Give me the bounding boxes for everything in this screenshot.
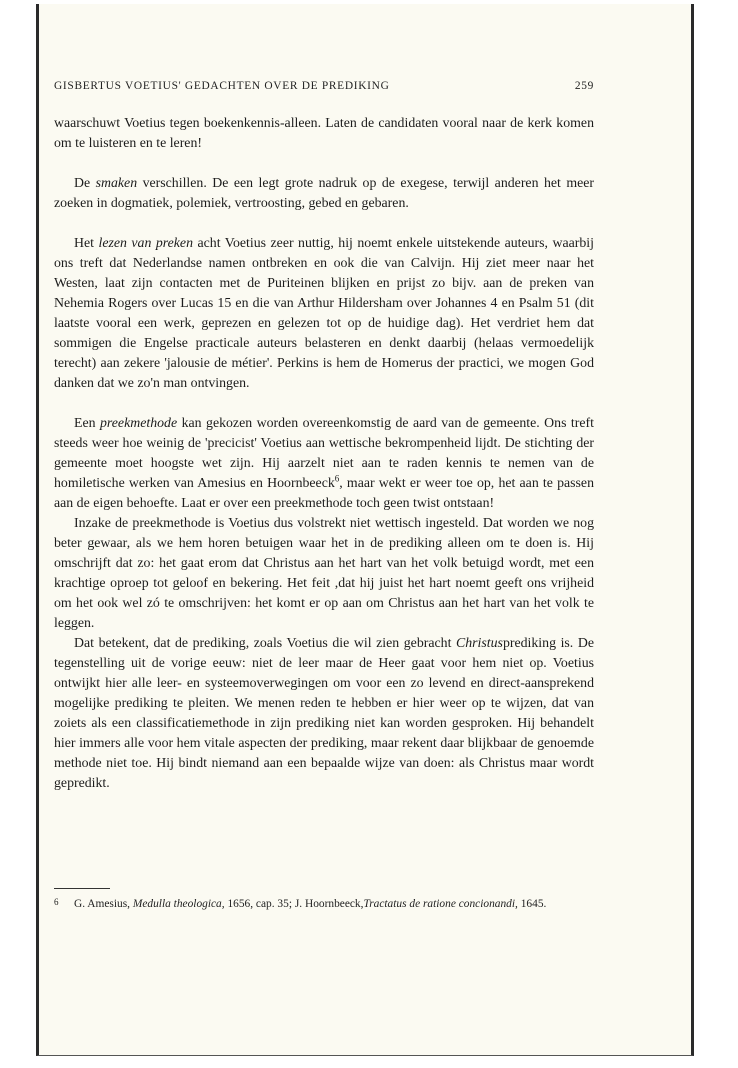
italic-text: smaken bbox=[95, 175, 138, 190]
text-run: waarschuwt Voetius tegen boekenkennis-alleen. Laten de candidaten vooral naar de kerk komen om te luisteren en te leren! bbox=[54, 115, 594, 150]
paragraph bbox=[54, 233, 594, 393]
footnote-number: 6 bbox=[54, 897, 59, 907]
text-run: Een bbox=[74, 415, 100, 430]
italic-text: preekmethode bbox=[99, 415, 178, 430]
text-run: kan gekozen worden overeenkomstig de aard van de gemeente. Ons treft steeds weer hoe weinig de 'precicist' Voetius aan wettische bekrompenheid lijdt. De stichting der gemeente moet hoogste wet zijn. Hij aarzelt niet aan te raden kennis te nemen van de homiletische werken van Amesius en Hoornbeeck bbox=[54, 415, 594, 490]
text-run: Het bbox=[74, 235, 99, 250]
text-run: prediking is. De tegenstelling uit de vorige eeuw: niet de leer maar de Heer gaat voor hem niet op. Voetius ontwijkt hier alle leer- en systeemoverwegingen om voor een zo levend en direct-aansprekend mogelijke prediking te pleiten. We menen reden te hebben er hier weer op te wijzen, dat van zoiets als een classificatiemethode in zijn prediking niet kan worden gesproken. Hij behandelt hier immers alle voor hem vitale aspecten der prediking, maar rekent daar blijkbaar de genoemde methode niet toe. Hij bindt niemand aan een bepaalde wijze van doen: als Christus maar wordt gepredikt. bbox=[54, 635, 594, 790]
italic-text: lezen van preken bbox=[98, 235, 194, 250]
text-run: verschillen. De een legt grote nadruk op de exegese, terwijl anderen het meer zoeken in dogmatiek, polemiek, vertroosting, gebed en gebaren. bbox=[54, 175, 594, 210]
text-run: acht Voetius zeer nuttig, hij noemt enkele uitstekende auteurs, waarbij ons treft dat Nederlandse namen ontbreken en ook die van Calvijn. Hij ziet meer naar het Westen, laat zijn contacten met de Puriteinen blijken en prijst zo bijv. aan de preken van Nehemia Rogers over Lucas 15 en die van Arthur Hildersham over Johannes 4 en Psalm 51 (dit laatste vooral een werk, geprezen en gelezen tot op de huidige dag). Het verdriet hem dat sommigen die Engelse practicale auteurs belasteren en denkt daarbij (helaas vermoedelijk terecht) aan zekere 'jalousie de métier'. Perkins is hem de Homerus der practici, we mogen God danken dat we zo'n man ontvingen. bbox=[54, 235, 595, 390]
paragraph bbox=[54, 513, 594, 633]
text-run: Inzake de preekmethode is Voetius dus volstrekt niet wettisch ingesteld. Dat worden we nog beter gewaar, als we hem horen betuigen waar het in de prediking alleen om te doen is. Hij omschrijft dat zo: het gaat erom dat Christus aan het hart van het volk betuigd wordt, met een krachtige oproep tot geloof en bekering. Het feit ,dat hij juist het hart noemt geeft ons vrijheid om het ook wel zó te omschrijven: het komt er op aan om Christus aan het hart van het volk te leggen. bbox=[54, 515, 594, 630]
body-text bbox=[54, 113, 594, 793]
paragraph bbox=[54, 113, 594, 153]
footnote-divider bbox=[54, 888, 110, 889]
text-run: Dat betekent, dat de prediking, zoals Voetius die wil zien gebracht bbox=[74, 635, 456, 650]
running-head bbox=[54, 80, 594, 92]
italic-text: Medulla theologica, bbox=[132, 898, 225, 910]
text-run: 1645. bbox=[517, 898, 547, 910]
page-number: 259 bbox=[574, 80, 594, 92]
paragraph bbox=[54, 173, 594, 213]
text-run: 1656, cap. 35; J. Hoornbeeck, bbox=[224, 898, 364, 910]
paragraph bbox=[54, 413, 594, 513]
text-run: , maar wekt er weer toe op, het aan te passen aan de eigen behoefte. Laat er over een preekmethode toch geen twist ontstaan! bbox=[54, 475, 594, 510]
footnotes bbox=[54, 894, 594, 912]
running-title: GISBERTUS VOETIUS' GEDACHTEN OVER DE PREDIKING bbox=[54, 80, 390, 92]
text-run: De bbox=[74, 175, 96, 190]
italic-text: Tractatus de ratione concionandi, bbox=[363, 898, 518, 910]
footnote bbox=[54, 894, 594, 912]
paragraph bbox=[54, 633, 594, 793]
italic-text: Christus bbox=[456, 635, 503, 650]
text-run: G. Amesius, bbox=[74, 898, 133, 910]
footnote-reference: 6 bbox=[334, 473, 340, 484]
